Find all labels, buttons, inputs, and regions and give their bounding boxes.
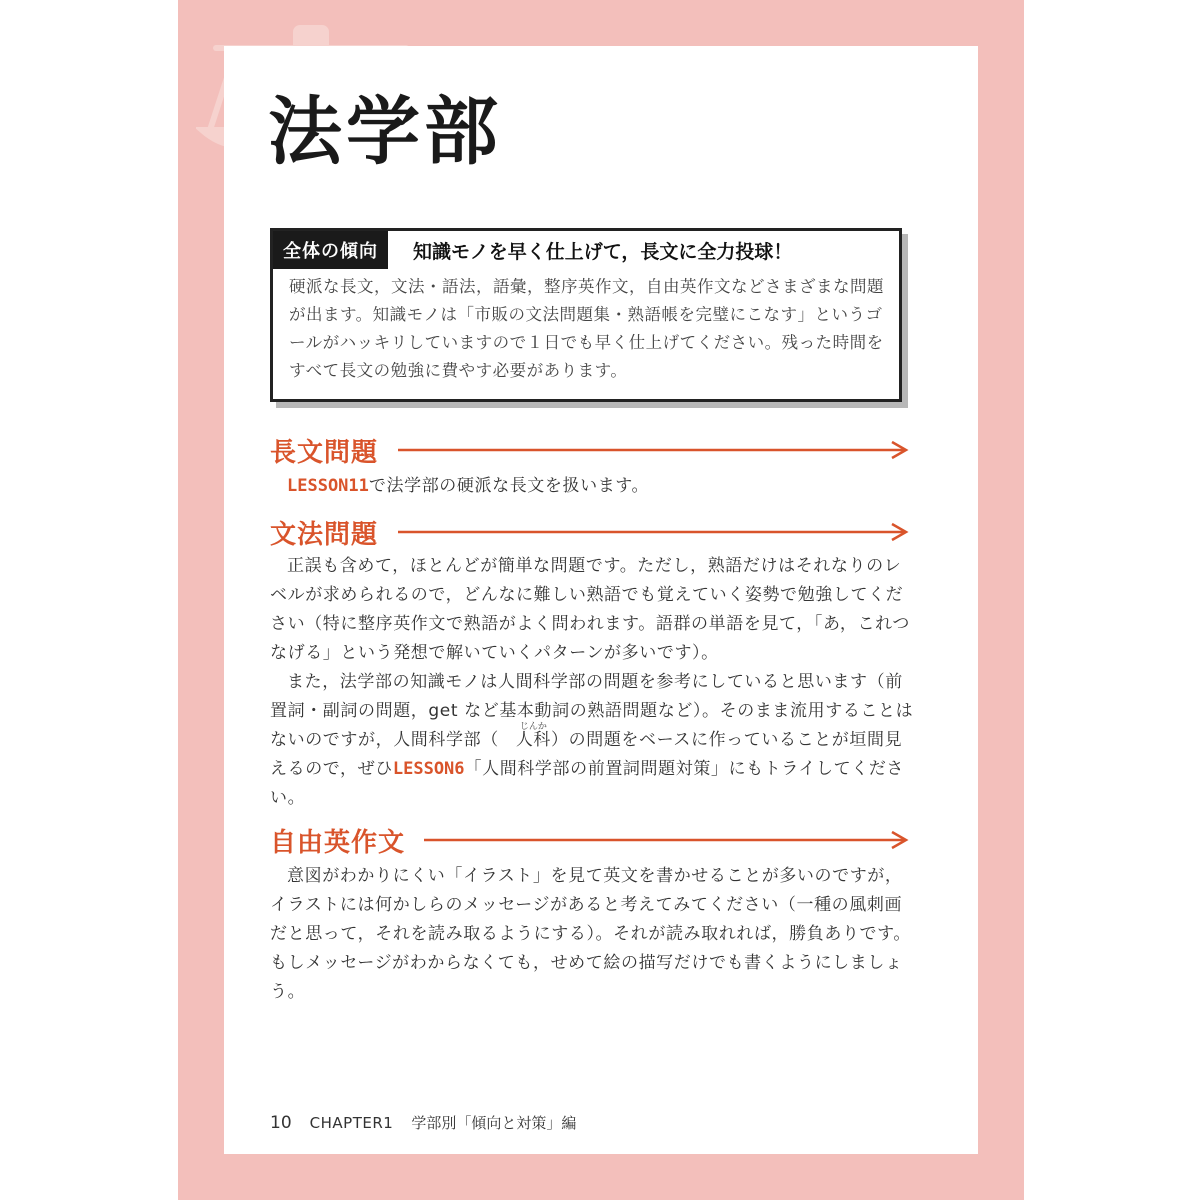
paragraph: 意図がわかりにくい「イラスト」を見て英文を書かせることが多いのですが，イラストには何かしらのメッセージがあると考えてみてください（一種の風刺画だと思って，それを読み取るようにする）。それが読み取れれば，勝負ありです。もしメッセージがわからなくても，せめて絵の描写だけでも書くようにしましょう。	[270, 866, 911, 1002]
section-body-long-reading	[270, 472, 914, 501]
section-heading-free-writing	[270, 822, 910, 856]
text-run: 「人間科学部の前置詞問題対策」にもトライしてください。	[270, 759, 905, 808]
section-title: 長文問題	[270, 438, 379, 468]
ruby-annotation	[499, 722, 552, 755]
section-body-grammar	[270, 552, 914, 813]
page-number: 10	[270, 1113, 292, 1133]
paragraph: 正誤も含めて，ほとんどが簡単な問題です。ただし，熟語だけはそれなりのレベルが求められるので，どんなに難しい熟語でも覚えていく姿勢で勉強してください（特に整序英作文で熟語がよく問われます。語群の単語を見て，「あ，これつなげる」という発想で解いていくパターンが多いです）。	[270, 556, 910, 663]
section-heading-grammar	[270, 514, 910, 548]
section-title: 自由英作文	[270, 828, 406, 858]
ruby-reading: じんか	[519, 722, 547, 732]
trend-body: 硬派な長文，文法・語法，語彙，整序英作文，自由英作文などさまざまな問題が出ます。知識モノは「市販の文法問題集・熟語帳を完璧にこなす」というゴールがハッキリしていますので１日でも早く仕上げてください。残った時間をすべて長文の勉強に費やす必要があります。	[289, 277, 884, 380]
section-body-free-writing	[270, 862, 914, 1007]
chapter-label: CHAPTER1	[309, 1114, 394, 1132]
text-run: ）の問題をベースに作っていることが垣間見えるので，ぜひ	[270, 730, 903, 779]
chapter-subtitle: 学部別「傾向と対策」編	[411, 1114, 577, 1132]
arrow-right-icon	[424, 830, 910, 850]
section-heading-long-reading	[270, 432, 910, 466]
section-title: 文法問題	[270, 520, 379, 550]
page-footer	[270, 1112, 576, 1133]
arrow-right-icon	[398, 522, 910, 542]
trend-label: 全体の傾向	[273, 231, 388, 269]
trend-box	[270, 228, 902, 402]
body-text: で法学部の硬派な長文を扱います。	[368, 476, 650, 496]
text-run: また，法学部の知識モノは人間科学部の問題を参考にしていると思います（前置詞・副詞の問題，get など基本動詞の熟語問題など）。そのまま流用することはないのですが，人間科学部（	[270, 672, 914, 750]
trend-headline: 知識モノを早く仕上げて，長文に全力投球！	[413, 241, 793, 263]
page-title: 法学部	[268, 89, 502, 175]
lesson-tag: LESSON6	[392, 759, 465, 779]
ruby-base: 人科	[515, 730, 552, 750]
lesson-tag: LESSON11	[287, 476, 369, 496]
paragraph	[270, 668, 914, 813]
arrow-right-icon	[398, 440, 910, 460]
